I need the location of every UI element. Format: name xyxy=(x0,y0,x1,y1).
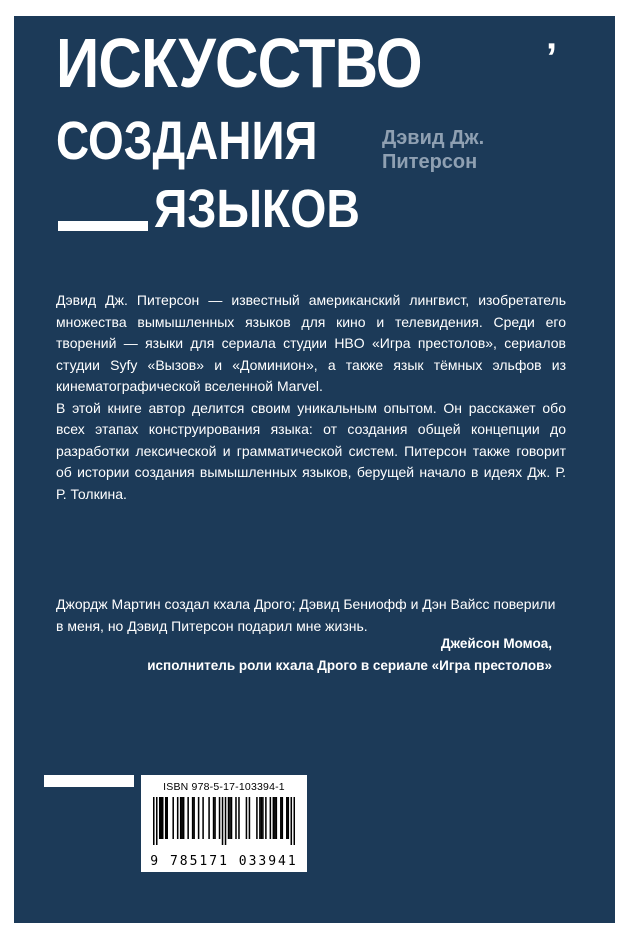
barcode-bar xyxy=(213,797,215,839)
barcode-bar xyxy=(198,797,200,839)
barcode-bar xyxy=(294,797,295,845)
barcode-bar xyxy=(172,797,174,839)
barcode-bar xyxy=(261,797,263,839)
barcode-bar xyxy=(202,797,204,839)
title-dash xyxy=(58,221,148,231)
barcode-bar xyxy=(208,797,210,839)
book-title-line-2: СОЗДАНИЯ xyxy=(56,111,318,171)
barcode-bar xyxy=(291,797,293,845)
barcode-bar xyxy=(280,797,282,839)
barcode-bar xyxy=(160,797,162,839)
author-name-line-1: Дэвид Дж. xyxy=(382,127,485,149)
barcode-bar xyxy=(259,797,261,839)
barcode-bar xyxy=(192,797,194,839)
barcode-bar xyxy=(166,797,168,839)
barcode-bar xyxy=(270,797,272,839)
barcode-bar xyxy=(165,797,167,839)
barcode-bar xyxy=(238,797,240,839)
barcode-bar xyxy=(222,797,224,845)
barcode-bar xyxy=(225,797,227,845)
barcode-bar xyxy=(288,797,290,839)
barcode-bar xyxy=(219,797,221,839)
endorsement-quote: Джордж Мартин создал кхала Дрого; Дэвид Бениофф и Дэн Вайсс поверили в меня, но Дэвид Питерсон подарил мне жизнь. xyxy=(56,596,556,634)
endorsement-attribution xyxy=(147,633,552,677)
barcode-bar xyxy=(265,797,267,839)
barcode-bar xyxy=(228,797,230,839)
description-paragraph-1: Дэвид Дж. Питерсон — известный американский лингвист, изобретатель множества вымышленных языков для кино и телевидения. Среди его творений — языки для сериала студии HBO «Игра престолов», сериалов студии Syfy «Вызов» и «Доминион», а также язык тёмных эльфов из кинематографической вселенной Marvel. xyxy=(56,292,566,394)
book-title-apostrophe: ’ xyxy=(546,36,558,80)
barcode-bar xyxy=(229,797,231,839)
barcode-bar xyxy=(231,797,233,839)
barcode-bar xyxy=(256,797,258,839)
isbn-label: ISBN 978-5-17-103394-1 xyxy=(163,781,285,793)
book-title-line-3: ЯЗЫКОВ xyxy=(154,179,360,239)
book-title-line-1: ИСКУССТВО xyxy=(56,24,422,102)
barcode-bar xyxy=(273,797,275,839)
barcode-digits: 9 785171 033941 xyxy=(150,854,298,869)
barcode-bar xyxy=(153,797,155,845)
barcode-bar xyxy=(282,797,284,839)
barcode-bar xyxy=(181,797,183,839)
endorsement-author-name: Джейсон Момоа, xyxy=(440,636,552,651)
barcode-bar xyxy=(214,797,216,839)
barcode-bar xyxy=(274,797,276,839)
decorative-white-bar xyxy=(44,775,134,787)
isbn-barcode-box xyxy=(141,775,307,872)
book-back-cover xyxy=(14,16,615,923)
endorsement-author-role: исполнитель роли кхала Дрого в сериале «Игра престолов» xyxy=(147,658,552,673)
barcode-bar xyxy=(235,797,237,839)
barcode-bar xyxy=(187,797,189,839)
barcode-bar xyxy=(156,797,158,845)
barcode-icon xyxy=(153,797,295,845)
barcode-bar xyxy=(180,797,182,839)
barcode-bar xyxy=(276,797,278,839)
barcode-bar xyxy=(246,797,248,839)
barcode-bar xyxy=(286,797,288,839)
barcode-bar xyxy=(249,797,251,839)
book-description xyxy=(56,290,566,505)
barcode-bar xyxy=(177,797,179,839)
author-name xyxy=(382,126,484,174)
barcode-bar xyxy=(183,797,185,839)
barcode-bar xyxy=(162,797,164,839)
barcode-bar xyxy=(262,797,264,839)
author-name-line-2: Питерсон xyxy=(382,151,478,173)
description-paragraph-2: В этой книге автор делится своим уникальным опытом. Он расскажет обо всех этапах конструирования языка: от создания общей концепции до разработки лексической и грамматической систем. Питерсон также говорит об истории создания вымышленных языков, берущей начало в идеях Дж. Р. Р. Толкина. xyxy=(56,399,566,502)
barcode-bar xyxy=(159,797,161,839)
barcode-bar xyxy=(193,797,195,839)
